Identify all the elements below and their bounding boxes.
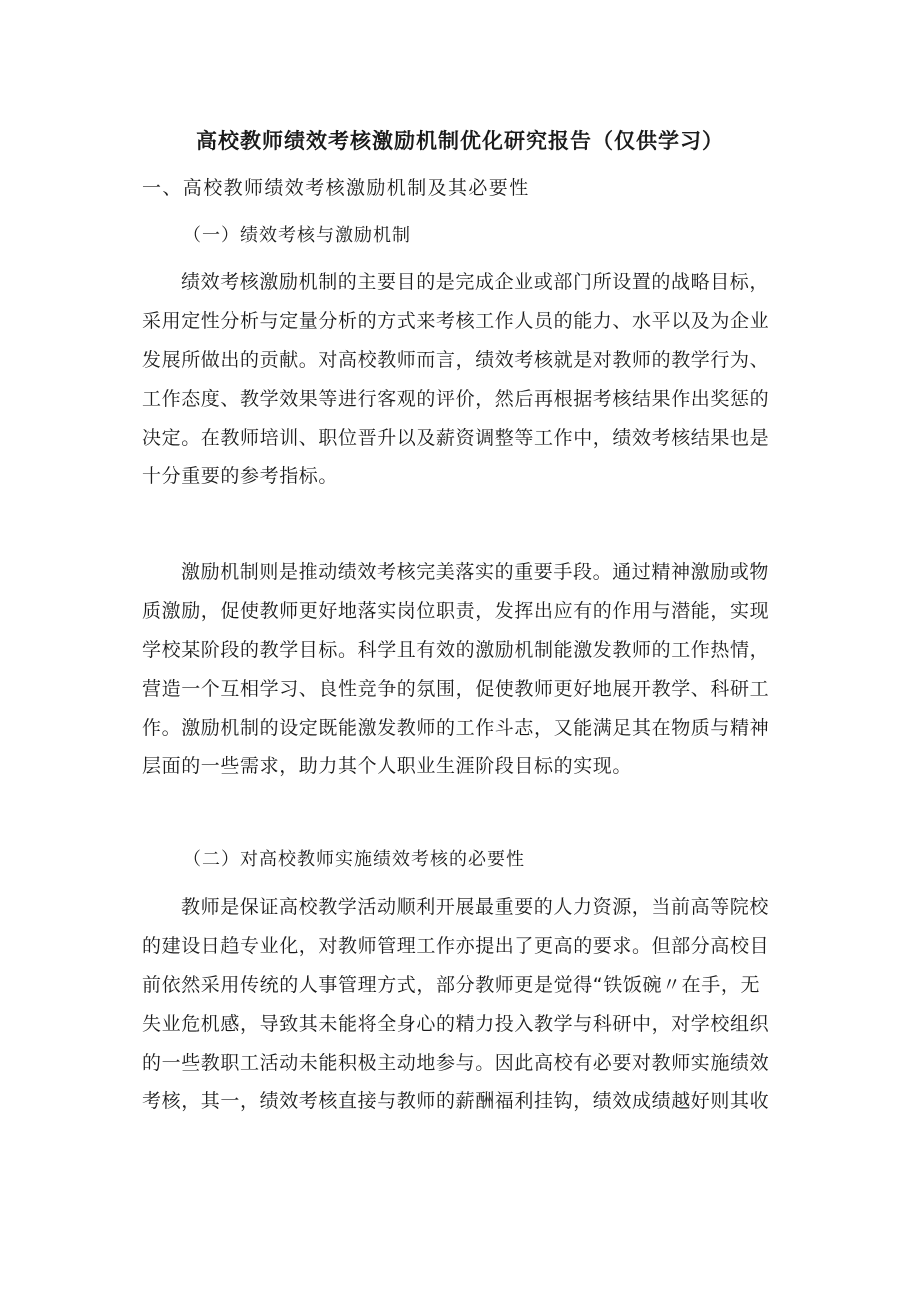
paragraph-line: 作。激励机制的设定既能激发教师的工作斗志，又能满足其在物质与精神 [142,716,770,739]
paragraph-line: 营造一个互相学习、良性竞争的氛围，促使教师更好地展开教学、科研工 [142,677,770,700]
section-heading-1: 一、高校教师绩效考核激励机制及其必要性 [142,177,530,199]
paragraph-line: 教师是保证高校教学活动顺利开展最重要的人力资源，当前高等院校 [181,896,770,918]
subsection-heading-1: （一）绩效考核与激励机制 [183,225,411,246]
subsection-heading-2: （二）对高校教师实施绩效考核的必要性 [183,849,525,870]
paragraph-1 [142,263,792,496]
paragraph-line: 失业危机感，导致其未能将全身心的精力投入教学与科研中，对学校组织 [142,1012,770,1035]
paragraph-3 [142,888,792,1121]
paragraph-line: 的一些教职工活动未能积极主动地参与。因此高校有必要对教师实施绩效 [142,1051,770,1074]
paragraph-2 [142,553,792,786]
paragraph-line: 的建设日趋专业化，对教师管理工作亦提出了更高的要求。但部分高校目 [142,934,770,957]
paragraph-line: 工作态度、教学效果等进行客观的评价，然后再根据考核结果作出奖惩的 [142,387,770,410]
paragraph-line: 十分重要的参考指标。 [142,465,339,488]
paragraph-line: 激励机制则是推动绩效考核完美落实的重要手段。通过精神激励或物 [181,561,770,583]
paragraph-line: 采用定性分析与定量分析的方式来考核工作人员的能力、水平以及为企业 [142,309,770,332]
paragraph-line: 发展所做出的贡献。对高校教师而言，绩效考核就是对教师的教学行为、 [142,348,770,371]
paragraph-line: 层面的一些需求，助力其个人职业生涯阶段目标的实现。 [142,755,633,778]
paragraph-line: 决定。在教师培训、职位晋升以及薪资调整等工作中，绩效考核结果也是 [142,426,770,449]
paragraph-line: 质激励，促使教师更好地落实岗位职责，发挥出应有的作用与潜能，实现 [142,599,770,622]
paragraph-line: 考核，其一，绩效考核直接与教师的薪酬福利挂钩，绩效成绩越好则其收 [142,1090,770,1113]
paragraph-line: 前依然采用传统的人事管理方式，部分教师更是觉得“铁饭碗〃在手，无 [142,973,761,996]
document-title: 高校教师绩效考核激励机制优化研究报告（仅供学习） [196,129,724,153]
paragraph-line: 绩效考核激励机制的主要目的是完成企业或部门所设置的战略目标， [181,271,770,293]
paragraph-line: 学校某阶段的教学目标。科学且有效的激励机制能激发教师的工作热情， [142,638,770,661]
